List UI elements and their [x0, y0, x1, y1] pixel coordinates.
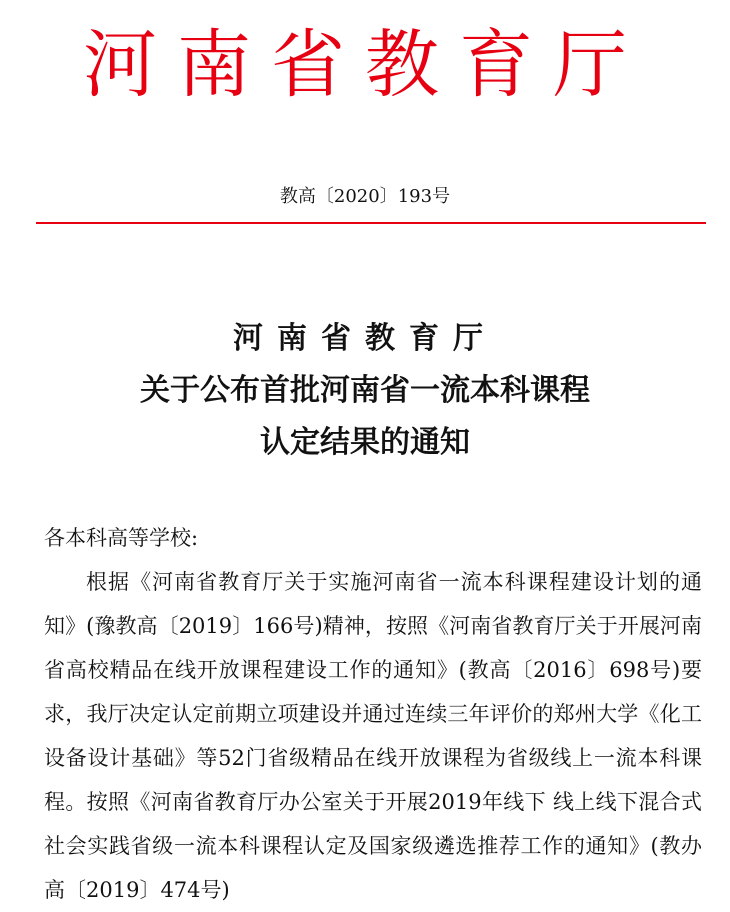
- title-line-1: 河南省教育厅: [233, 321, 497, 356]
- notice-title: [0, 313, 730, 469]
- title-line-3: 认定结果的通知: [260, 425, 470, 460]
- agency-name: 河南省教育厅: [83, 22, 647, 108]
- notice-body: [44, 516, 702, 912]
- salutation: 各本科高等学校:: [44, 526, 199, 550]
- body-paragraph: 根据《河南省教育厅关于实施河南省一流本科课程建设计划的通知》(豫教高〔2019〕166号)精神，按照《河南省教育厅关于开展河南省高校精品在线开放课程建设工作的通知》(教高〔2016〕698号)要求，我厅决定认定前期立项建设并通过连续三年评价的郑州大学《化工设备设计基础》等52门省级精品在线开放课程为省级线上一流本科课程。按照《河南省教育厅办公室关于开展2019年线下 线上线下混合式 社会实践省级一流本科课程认定及国家级遴选推荐工作的通知》(教办高〔2019〕474号): [44, 570, 702, 902]
- document-number: 教高〔2020〕193号: [279, 186, 451, 207]
- red-divider: [36, 222, 706, 224]
- title-line-2: 关于公布首批河南省一流本科课程: [140, 373, 590, 408]
